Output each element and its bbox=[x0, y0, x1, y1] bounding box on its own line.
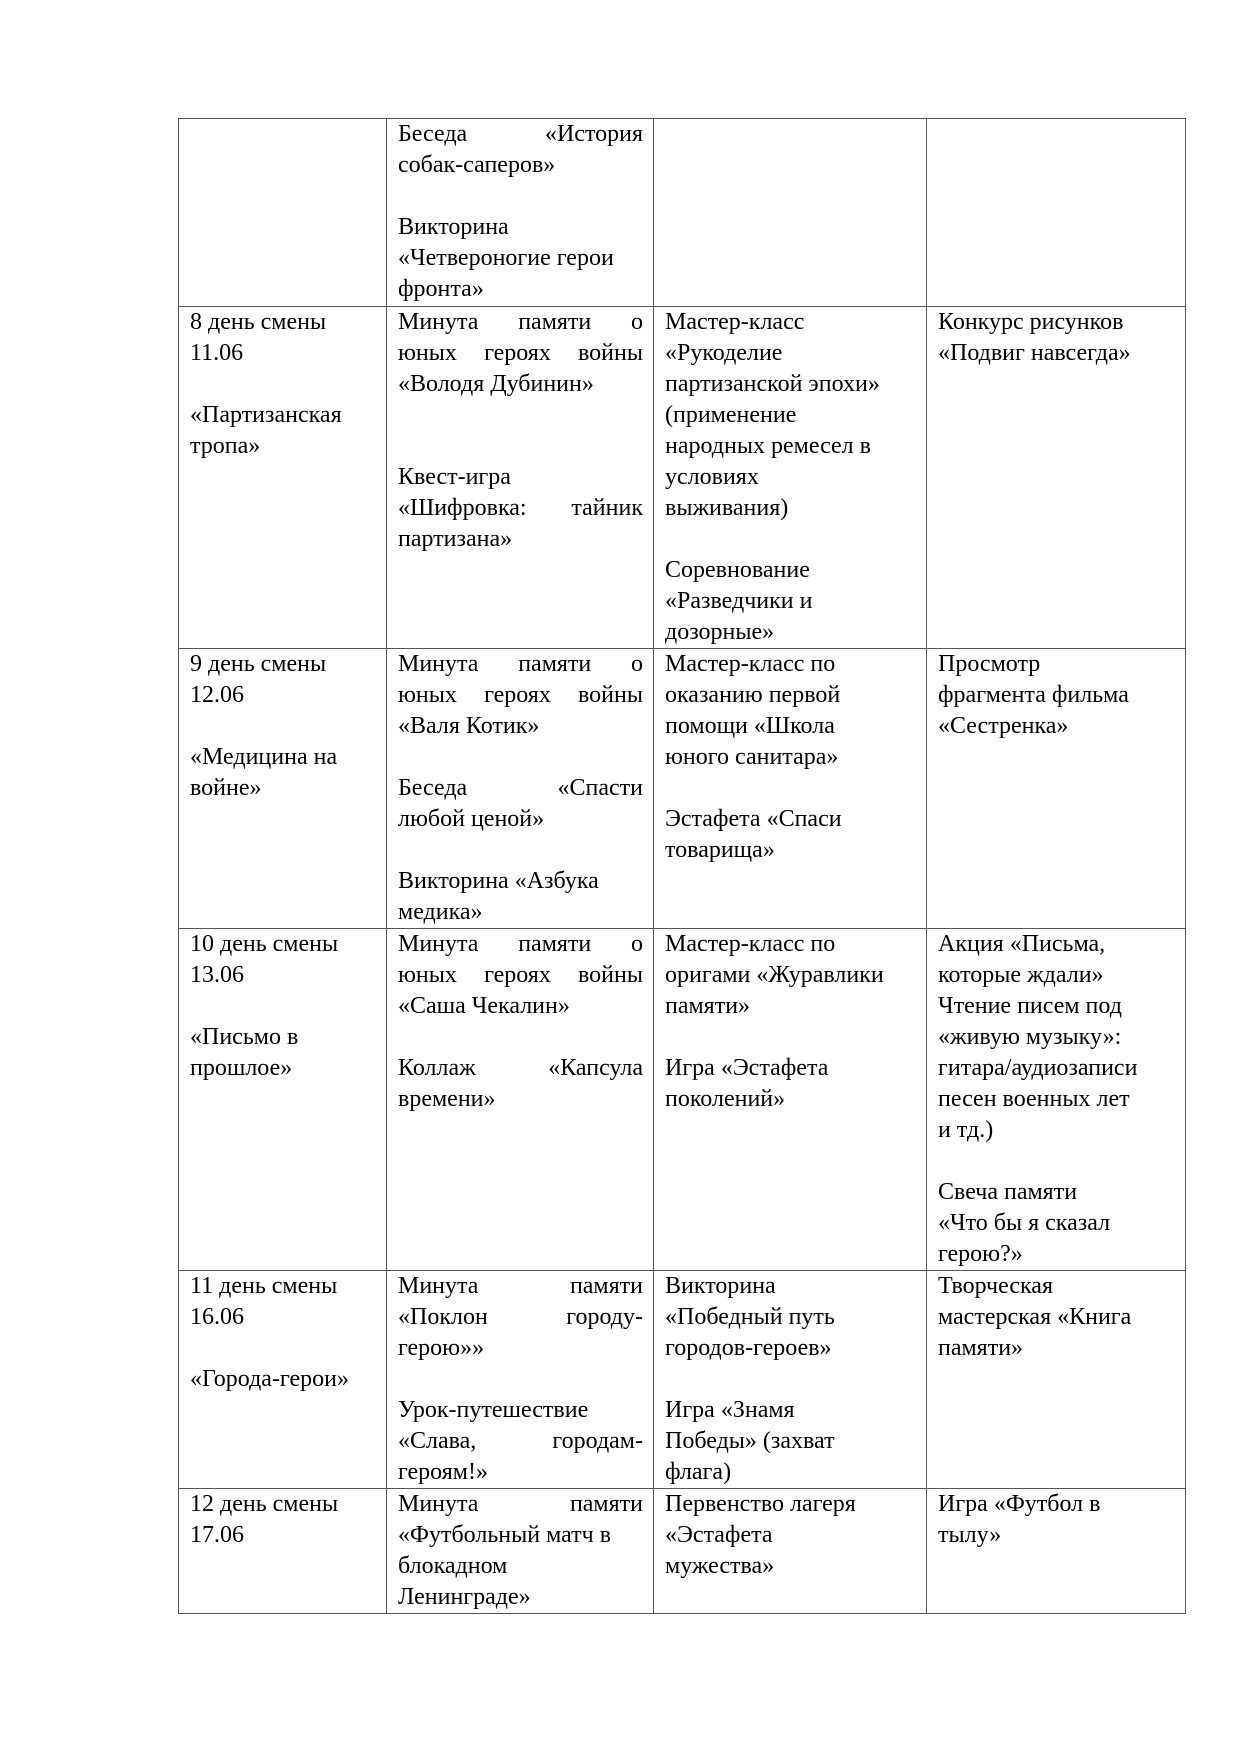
activities-cell bbox=[927, 649, 1186, 929]
activities-cell bbox=[387, 1489, 654, 1614]
day-date: 12.06 bbox=[190, 682, 244, 708]
text: Беседа bbox=[398, 775, 468, 801]
text: блокадном bbox=[398, 1553, 508, 1579]
text: «Володя Дубинин» bbox=[398, 371, 594, 397]
text: Коллаж bbox=[398, 1055, 476, 1081]
day-number: 10 день смены bbox=[190, 931, 339, 957]
text: Первенство лагеря «Эстафета мужества» bbox=[665, 1491, 856, 1579]
day-theme: «Города-герои» bbox=[190, 1366, 349, 1392]
text: Акция «Письма, которые ждали» Чтение писем под «живую музыку»: гитара/аудиозаписи песен военных лет и тд.) bbox=[938, 931, 1138, 1143]
text: войны bbox=[578, 340, 643, 366]
text: войны bbox=[578, 682, 643, 708]
text: юных bbox=[398, 962, 457, 988]
day-cell bbox=[179, 1271, 387, 1489]
text: «Капсула bbox=[548, 1055, 643, 1081]
text: Эстафета «Спаси товарища» bbox=[665, 806, 842, 863]
day-date: 16.06 bbox=[190, 1304, 244, 1330]
text: героям!» bbox=[398, 1459, 488, 1485]
text: Игра «Эстафета поколений» bbox=[665, 1055, 829, 1112]
text: медика» bbox=[398, 899, 483, 925]
activities-cell bbox=[654, 119, 927, 307]
text: городу- bbox=[566, 1304, 643, 1330]
day-cell bbox=[179, 649, 387, 929]
day-theme: «Письмо в прошлое» bbox=[190, 1024, 299, 1081]
text: памяти bbox=[518, 651, 592, 677]
text: фронта» bbox=[398, 276, 484, 302]
text: Минута bbox=[398, 1491, 479, 1517]
text: Викторина «Азбука bbox=[398, 868, 599, 894]
text: Свеча памяти «Что бы я сказал герою?» bbox=[938, 1179, 1111, 1267]
text: Просмотр фрагмента фильма «Сестренка» bbox=[938, 651, 1129, 739]
table-row bbox=[179, 649, 1186, 929]
text: героях bbox=[484, 682, 551, 708]
text: Минута bbox=[398, 1273, 479, 1299]
text: Мастер-класс по оригами «Журавлики памяти» bbox=[665, 931, 884, 1019]
table-row bbox=[179, 119, 1186, 307]
day-date: 17.06 bbox=[190, 1522, 244, 1548]
text: тайник bbox=[571, 495, 643, 521]
text: «Спасти bbox=[557, 775, 643, 801]
activities-cell bbox=[387, 307, 654, 649]
text: Викторина bbox=[398, 214, 509, 240]
text: герою»» bbox=[398, 1335, 485, 1361]
activities-cell bbox=[654, 307, 927, 649]
activities-cell bbox=[654, 649, 927, 929]
text: Минута bbox=[398, 309, 479, 335]
text: городам- bbox=[552, 1428, 643, 1454]
text: «Валя Котик» bbox=[398, 713, 540, 739]
activities-cell bbox=[927, 1271, 1186, 1489]
day-date: 13.06 bbox=[190, 962, 244, 988]
text: памяти bbox=[569, 1491, 643, 1517]
text: войны bbox=[578, 962, 643, 988]
text: Игра «Футбол в тылу» bbox=[938, 1491, 1101, 1548]
text: Соревнование «Разведчики и дозорные» bbox=[665, 557, 813, 645]
text: «Поклон bbox=[398, 1304, 488, 1330]
text: о bbox=[631, 651, 643, 677]
activities-cell bbox=[387, 929, 654, 1271]
text: памяти bbox=[518, 931, 592, 957]
text: партизана» bbox=[398, 526, 513, 552]
text: любой ценой» bbox=[398, 806, 545, 832]
text: юных bbox=[398, 682, 457, 708]
text: собак-саперов» bbox=[398, 152, 556, 178]
day-number: 9 день смены bbox=[190, 651, 327, 677]
text: памяти bbox=[518, 309, 592, 335]
table-row bbox=[179, 929, 1186, 1271]
text: о bbox=[631, 309, 643, 335]
day-number: 8 день смены bbox=[190, 309, 327, 335]
text: Квест-игра bbox=[398, 464, 511, 490]
activities-cell bbox=[654, 1271, 927, 1489]
text: Викторина «Победный путь городов-героев» bbox=[665, 1273, 835, 1361]
text: юных bbox=[398, 340, 457, 366]
activities-cell bbox=[654, 929, 927, 1271]
text: «Шифровка: bbox=[398, 495, 527, 521]
text: Минута bbox=[398, 651, 479, 677]
text: памяти bbox=[569, 1273, 643, 1299]
day-cell bbox=[179, 1489, 387, 1614]
text: героях bbox=[484, 340, 551, 366]
activities-cell bbox=[927, 1489, 1186, 1614]
text: о bbox=[631, 931, 643, 957]
text: «История bbox=[544, 121, 643, 147]
day-number: 12 день смены bbox=[190, 1491, 339, 1517]
text: Ленинграде» bbox=[398, 1584, 531, 1610]
text: Урок-путешествие bbox=[398, 1397, 589, 1423]
table-row bbox=[179, 307, 1186, 649]
day-cell bbox=[179, 929, 387, 1271]
text: Беседа bbox=[398, 121, 468, 147]
activities-cell bbox=[927, 119, 1186, 307]
day-theme: «Партизанская тропа» bbox=[190, 402, 342, 459]
text: Мастер-класс «Рукоделие партизанской эпохи» (применение народных ремесел в условиях выживания) bbox=[665, 309, 880, 521]
text: «Саша Чекалин» bbox=[398, 993, 570, 1019]
text: Творческая мастерская «Книга памяти» bbox=[938, 1273, 1132, 1361]
text: Игра «Знамя Победы» (захват флага) bbox=[665, 1397, 835, 1485]
text: «Футбольный матч в bbox=[398, 1522, 612, 1548]
text: «Слава, bbox=[398, 1428, 477, 1454]
activities-cell bbox=[387, 1271, 654, 1489]
day-cell bbox=[179, 307, 387, 649]
day-date: 11.06 bbox=[190, 340, 244, 366]
activities-cell bbox=[387, 649, 654, 929]
text: Конкурс рисунков «Подвиг навсегда» bbox=[938, 309, 1131, 366]
activities-cell bbox=[387, 119, 654, 307]
text: Мастер-класс по оказанию первой помощи «Школа юного санитара» bbox=[665, 651, 841, 770]
text: времени» bbox=[398, 1086, 496, 1112]
table-row bbox=[179, 1271, 1186, 1489]
activities-cell bbox=[927, 929, 1186, 1271]
schedule-table bbox=[178, 118, 1186, 1614]
table-row bbox=[179, 1489, 1186, 1614]
text: «Четвероногие герои bbox=[398, 245, 614, 271]
day-cell bbox=[179, 119, 387, 307]
day-theme: «Медицина на войне» bbox=[190, 744, 338, 801]
text: Минута bbox=[398, 931, 479, 957]
activities-cell bbox=[654, 1489, 927, 1614]
activities-cell bbox=[927, 307, 1186, 649]
text: героях bbox=[484, 962, 551, 988]
day-number: 11 день смены bbox=[190, 1273, 338, 1299]
